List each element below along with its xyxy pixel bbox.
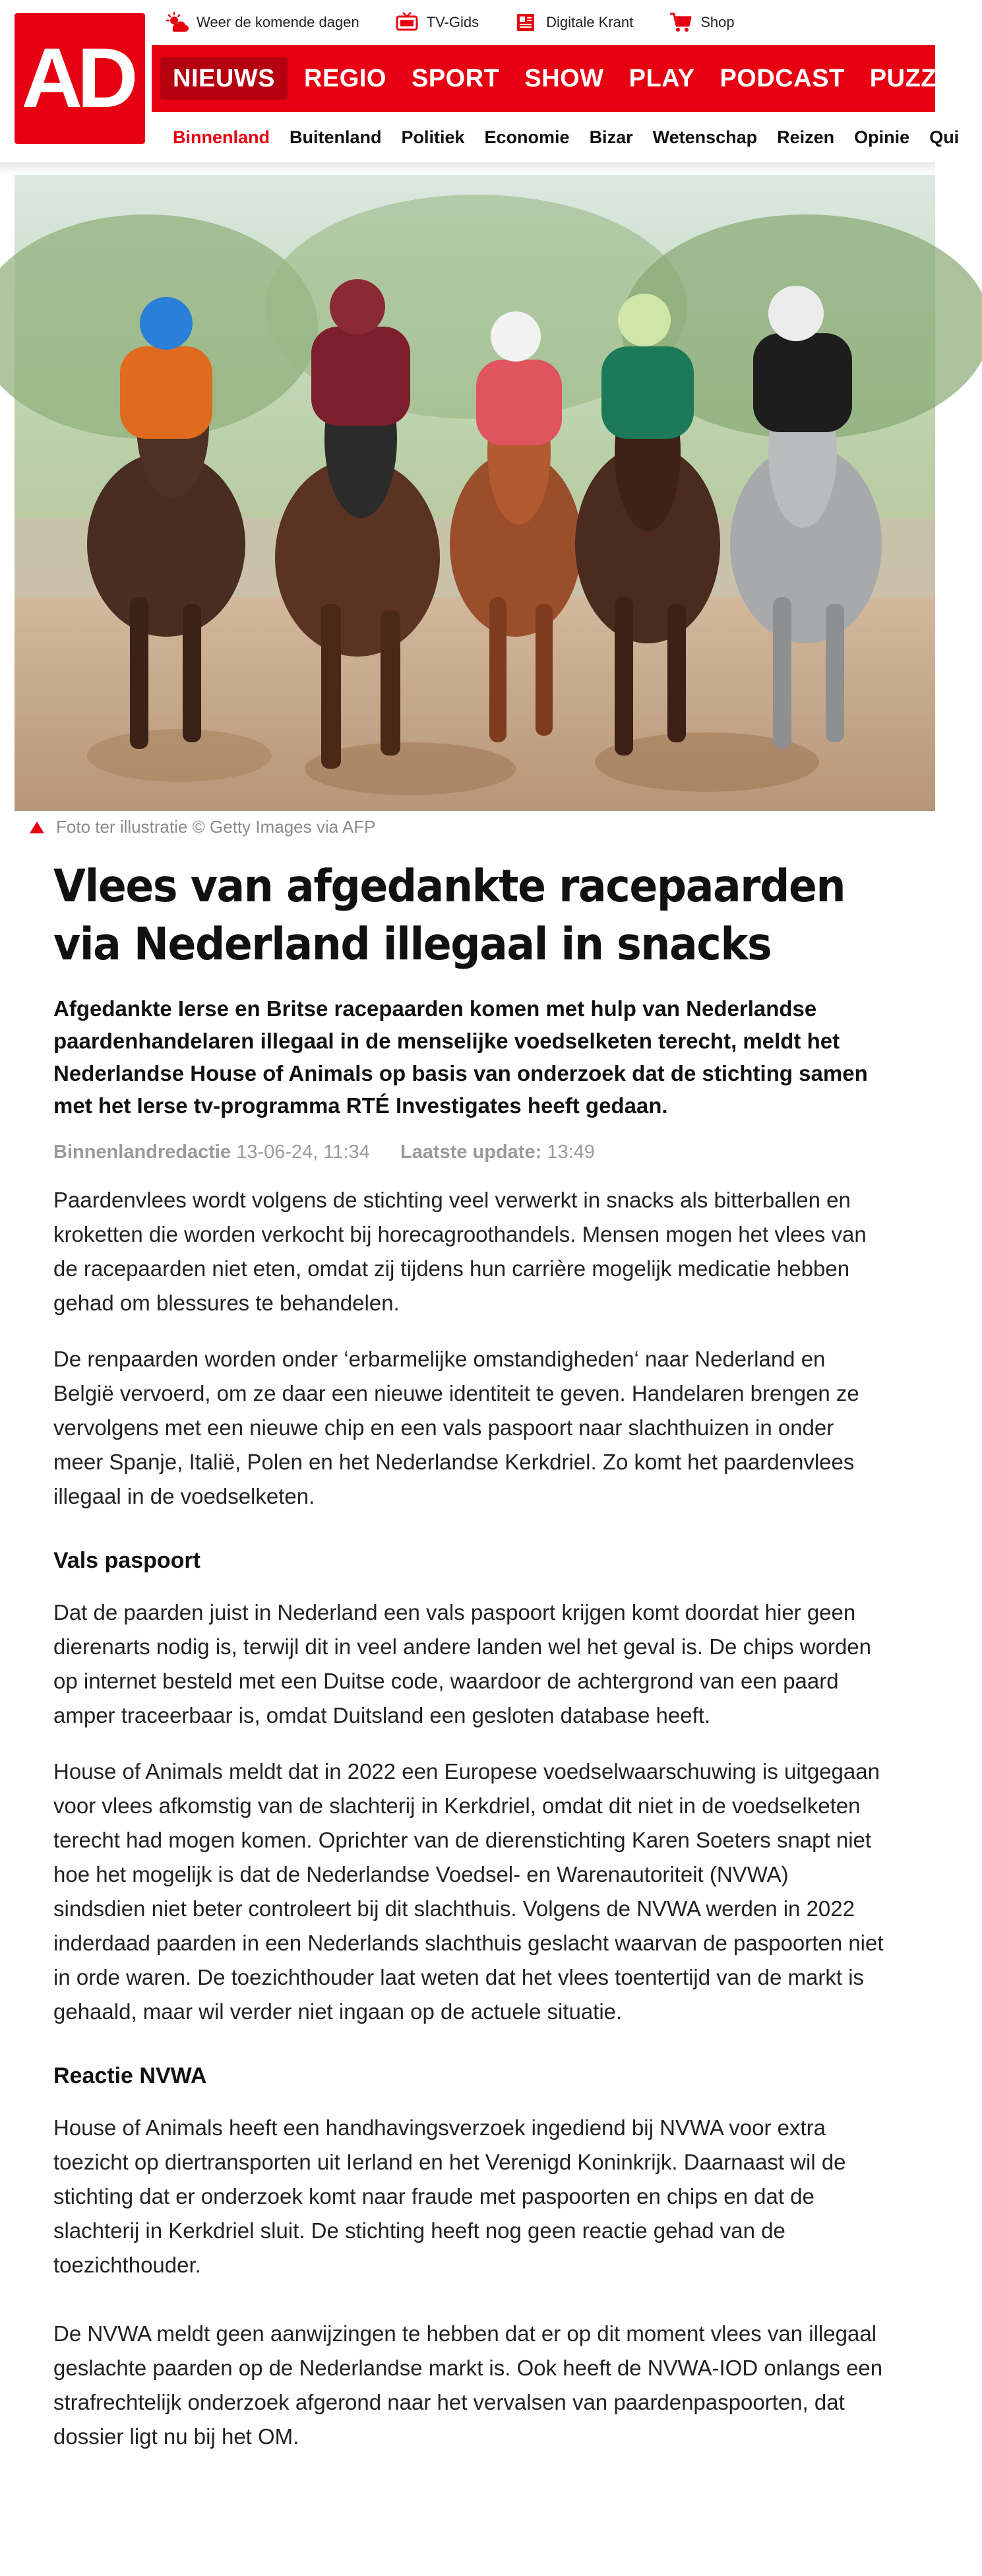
topbar-weather-link[interactable] — [165, 11, 359, 34]
section-subnavigation — [152, 112, 960, 163]
caption-text: Foto ter illustratie © Getty Images via AFP — [56, 817, 376, 837]
article-paragraph: Dat de paarden juist in Nederland een vals paspoort krijgen komt doordat hier geen dierenarts nodig is, terwijl dit in veel andere landen wel het geval is. De chips worden op internet besteld met een Duitse code, waardoor de achtergrond van een paard amper traceerbaar is, omdat Duitsland een gesloten database heeft. — [53, 1600, 872, 1728]
article-update-time: 13:49 — [547, 1142, 595, 1163]
header-divider — [0, 162, 935, 175]
article-update-label: Laatste update: — [400, 1142, 542, 1163]
topbar-weather-label: Weer de komende dagen — [197, 14, 359, 30]
subnav-item-wetenschap[interactable]: Wetenschap — [652, 127, 758, 147]
article-paragraph: House of Animals meldt dat in 2022 een Europese voedselwaarschuwing is uitgegaan voor vlees afkomstig van de slachterij in Kerkdriel, omdat dit niet in de voedselketen terecht had mogen komen. Oprichter van de dierenstichting Karen Soeters snapt niet hoe het mogelijk is dat de Nederlandse Voedsel- en Warenautoriteit (NVWA) sindsdien niet beter controleert bij dit slachthuis. Volgens de NVWA werden in 2022 inderdaad paarden in een Nederlands slachthuis geslacht waarvan de paspoorten niet in orde waren. De toezichthouder laat weten dat het vlees toentertijd van de markt is gehaald, maar wil verder niet ingaan op de actuele situatie. — [53, 1759, 884, 2024]
article-body — [53, 858, 884, 2476]
nav-item-nieuws[interactable]: NIEUWS — [160, 57, 288, 100]
subnav-item-economie[interactable]: Economie — [484, 127, 570, 147]
article-author[interactable]: Binnenlandredactie — [53, 1142, 231, 1163]
nav-item-sport[interactable]: SPORT — [411, 64, 500, 92]
newspaper-icon — [514, 11, 538, 34]
horse-race-illustration — [15, 175, 935, 811]
tv-icon — [395, 11, 419, 34]
nav-item-puzzel[interactable]: PUZZEL — [869, 64, 969, 92]
nav-item-podcast[interactable]: PODCAST — [720, 64, 845, 92]
subnav-item-binnenland[interactable]: Binnenland — [173, 127, 270, 147]
topbar-krant-link[interactable] — [514, 11, 633, 34]
logo-text: AD — [21, 31, 133, 125]
article-paragraph: De NVWA meldt geen aanwijzingen te hebben dat er op dit moment vlees van illegaal geslachte paarden op de Nederlandse markt is. Ook heeft de NVWA-IOD onlangs een strafrechtelijk onderzoek afgerond naar het vervalsen van paardenpaspoorten, dat dossier ligt nu bij het OM. — [53, 2321, 883, 2449]
image-caption — [30, 817, 375, 837]
main-navigation — [152, 45, 969, 112]
subnav-item-politiek[interactable]: Politiek — [401, 127, 465, 147]
article-subheading: Reactie NVWA — [53, 2063, 207, 2089]
subnav-item-reizen[interactable]: Reizen — [777, 127, 835, 147]
site-header — [0, 0, 969, 175]
site-logo[interactable] — [15, 13, 145, 144]
subnav-item-opinie[interactable]: Opinie — [854, 127, 910, 147]
article-paragraph: House of Animals heeft een handhavingsverzoek ingediend bij NVWA voor extra toezicht op diertransporten uit Ierland en het Verenigd Koninkrijk. Daarnaast wil de stichting dat er onderzoek komt naar fraude met paspoorten en chips en dat de slachterij in Kerkdriel sluit. De stichting heeft nog geen reactie gehad van de toezichthouder. — [53, 2115, 846, 2278]
topbar-krant-label: Digitale Krant — [546, 14, 634, 30]
article-lead: Afgedankte Ierse en Britse racepaarden komen met hulp van Nederlandse paardenhandelaren illegaal in de menselijke voedselketen terecht, meldt het Nederlandse House of Animals op basis van onderzoek dat de stichting samen met het Ierse tv-programma RTÉ Investigates heeft gedaan. — [53, 996, 868, 1118]
subnav-item-quiz[interactable]: Qui — [929, 127, 960, 147]
nav-item-play[interactable]: PLAY — [629, 64, 695, 92]
article-paragraph: De renpaarden worden onder ‘erbarmelijke omstandigheden‘ naar Nederland en België vervoerd, om ze daar een nieuwe identiteit te geven. Handelaren brengen ze vervolgens met een nieuwe chip en een vals paspoort naar slachthuizen in onder meer Spanje, Italië, Polen en het Nederlandse Kerkdriel. Zo komt het paardenvlees illegaal in de voedselketen. — [53, 1347, 859, 1508]
nav-item-regio[interactable]: REGIO — [304, 64, 386, 92]
cart-icon — [669, 11, 692, 34]
hero-image — [15, 175, 935, 811]
top-utility-bar — [165, 0, 935, 45]
topbar-shop-label: Shop — [700, 14, 735, 30]
caption-triangle-icon — [30, 821, 44, 833]
topbar-shop-link[interactable] — [669, 11, 734, 34]
article-published: 13-06-24, 11:34 — [236, 1142, 370, 1163]
subnav-item-buitenland[interactable]: Buitenland — [290, 127, 382, 147]
article-paragraph: Paardenvlees wordt volgens de stichting veel verwerkt in snacks als bitterballen en kroketten die worden verkocht bij horecagroothandels. Mensen mogen het vlees van de racepaarden niet eten, omdat zij tijdens hun carrière mogelijk medicatie hebben gehad om blessures te behandelen. — [53, 1188, 867, 1315]
subnav-item-bizar[interactable]: Bizar — [589, 127, 633, 147]
weather-icon — [165, 11, 189, 34]
topbar-tvgids-link[interactable] — [395, 11, 479, 34]
topbar-tvgids-label: TV-Gids — [426, 14, 479, 30]
article-title: Vlees van afgedankte racepaarden via Nederland illegaal in snacks — [53, 860, 845, 971]
article-subheading: Vals paspoort — [53, 1548, 200, 1573]
article-meta — [53, 1142, 884, 1163]
nav-item-show[interactable]: SHOW — [524, 64, 604, 92]
